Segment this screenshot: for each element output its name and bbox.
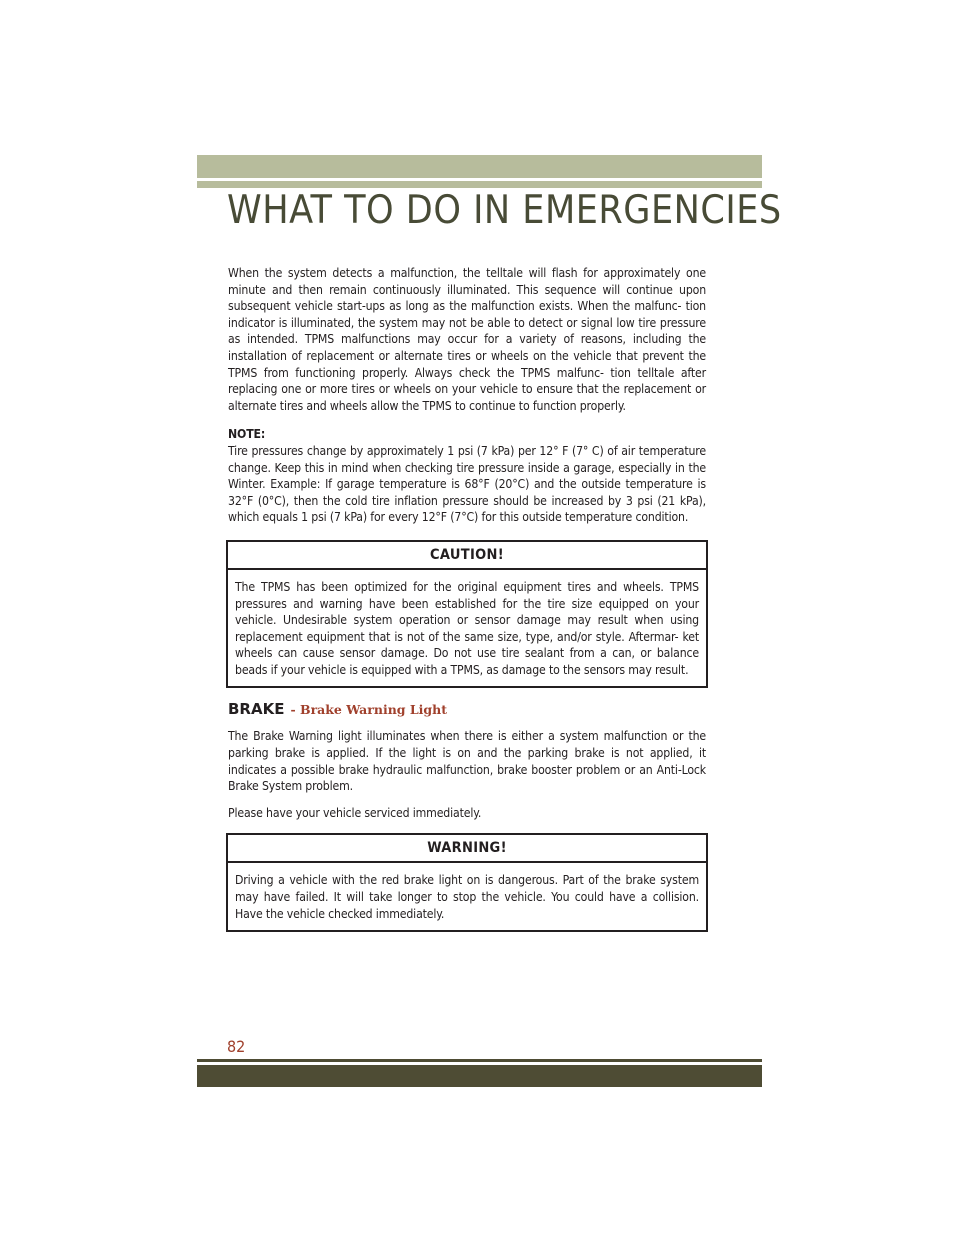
footer-band <box>197 1065 762 1087</box>
note-text: Tire pressures change by approximately 1 psi (7 kPa) per 12° F (7° C) of air temperature change. Keep this in mind when checking tire pressure inside a garage, especially in the Winter. Example: If garage temperature is 68°F (20°C) and the outside temperature is 32°F (0°C), then the cold tire inflation pressure should be increased by 3 psi (21 kPa), which equals 1 psi (7 kPa) for every 12°F (7°C) for this outside temperature condition. <box>228 443 706 525</box>
caution-box <box>226 540 708 689</box>
footer-rule <box>197 1059 762 1062</box>
paragraph-service: Please have your vehicle serviced immediately. <box>228 805 482 820</box>
paragraph-brake-light: The Brake Warning light illuminates when there is either a system malfunction or the parking brake is applied. If the light is on and the parking brake is not applied, it indicates a possible brake hydraulic malfunction, brake booster problem or an Anti-Lock Brake System problem. <box>228 729 706 794</box>
page-number: 82 <box>227 1037 246 1056</box>
paragraph-tpms-malfunction: When the system detects a malfunction, the telltale will flash for approximately one minute and then remain continuously illuminated. This sequence will continue upon subsequent vehicle start-ups as long as the malfunction exists. When the malfunc- tion indicator is illuminated, the system may not be able to detect or signal low tire pressure as intended. TPMS malfunctions may occur for a variety of reasons, including the installation of replacement or alternate tires or wheels on the vehicle that prevent the TPMS from functioning properly. Always check the TPMS malfunc- tion telltale after replacing one or more tires or wheels on your vehicle to ensure that the replacement or alternate tires and wheels allow the TPMS to continue to function properly. <box>228 266 706 413</box>
note-label: NOTE: <box>228 427 266 442</box>
brake-warning-title: - Brake Warning Light <box>290 702 448 718</box>
brake-warning-heading <box>228 700 706 720</box>
header-band <box>197 155 762 178</box>
page-content <box>228 265 706 932</box>
warning-heading: WARNING! <box>228 835 706 863</box>
warning-text: Driving a vehicle with the red brake light on is dangerous. Part of the brake system may have failed. It will take longer to stop the vehicle. You could have a collision. Have the vehicle checked immediately. <box>235 873 699 921</box>
header-rule <box>197 181 762 188</box>
section-title: WHAT TO DO IN EMERGENCIES <box>227 188 782 233</box>
warning-box <box>226 833 708 932</box>
caution-text: The TPMS has been optimized for the original equipment tires and wheels. TPMS pressures and warning have been established for the tire size equipped on your vehicle. Undesirable system operation or sensor damage may result when using replacement equipment that is not of the same size, type, and/or style. Aftermar- ket wheels can cause sensor damage. Do not use tire sealant from a can, or balance beads if your vehicle is equipped with a TPMS, as damage to the sensors may result. <box>235 579 699 677</box>
brake-warning-icon: BRAKE <box>228 700 285 719</box>
caution-heading: CAUTION! <box>228 542 706 570</box>
